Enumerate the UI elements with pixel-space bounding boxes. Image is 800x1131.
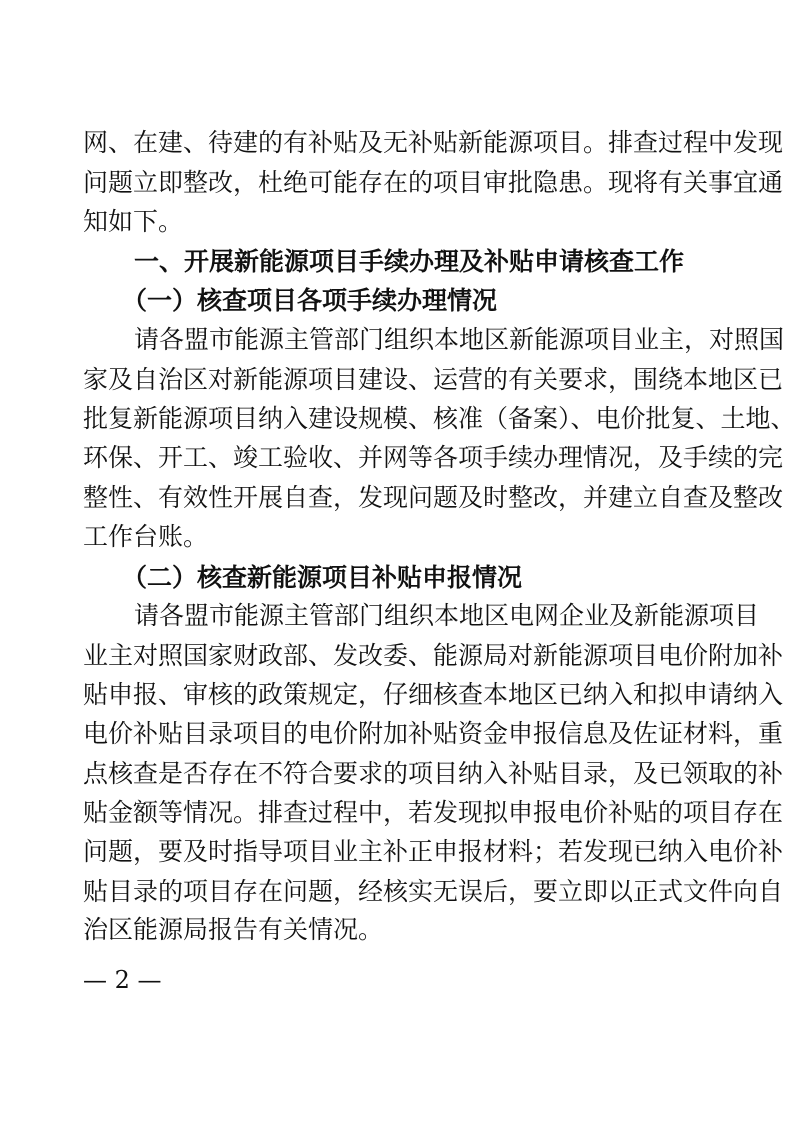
body-line: 贴目录的项目存在问题，经核实无误后，要立即以正式文件向自 [83,877,784,906]
body-line: 治区能源局报告有关情况。 [83,915,384,944]
body-line: 问题，要及时指导项目业主补正申报材料；若发现已纳入电价补 [83,837,784,866]
body-line: 网、在建、待建的有补贴及无补贴新能源项目。排查过程中发现 [83,128,784,157]
body-line: 电价补贴目录项目的电价附加补贴资金申报信息及佐证材料，重 [83,719,784,748]
body-line: 请各盟市能源主管部门组织本地区新能源项目业主，对照国 [134,325,785,354]
body-line: 整性、有效性开展自查，发现问题及时整改，并建立自查及整改 [83,483,784,512]
body-line: 请各盟市能源主管部门组织本地区电网企业及新能源项目 [134,601,760,630]
section-heading: 一、开展新能源项目手续办理及补贴申请核查工作 [134,247,685,276]
body-line: 知如下。 [83,207,184,236]
subsection-heading: （一）核查项目各项手续办理情况 [122,286,498,315]
subsection-heading: （二）核查新能源项目补贴申报情况 [122,563,523,592]
body-line: 问题立即整改，杜绝可能存在的项目审批隐患。现将有关事宜通 [83,168,784,197]
body-line: 家及自治区对新能源项目建设、运营的有关要求，围绕本地区已 [83,365,784,394]
body-line: 批复新能源项目纳入建设规模、核准（备案）、电价批复、土地、 [83,404,796,433]
body-line: 工作台账。 [83,522,209,551]
body-line: 贴金额等情况。排查过程中，若发现拟申报电价补贴的项目存在 [83,798,784,827]
body-line: 业主对照国家财政部、发改委、能源局对新能源项目电价附加补 [83,641,784,670]
body-line: 点核查是否存在不符合要求的项目纳入补贴目录，及已领取的补 [83,759,784,788]
body-line: 贴申报、审核的政策规定，仔细核查本地区已纳入和拟申请纳入 [83,680,784,709]
page-number: — 2 — [83,966,162,994]
body-line: 环保、开工、竣工验收、并网等各项手续办理情况，及手续的完 [83,443,784,472]
